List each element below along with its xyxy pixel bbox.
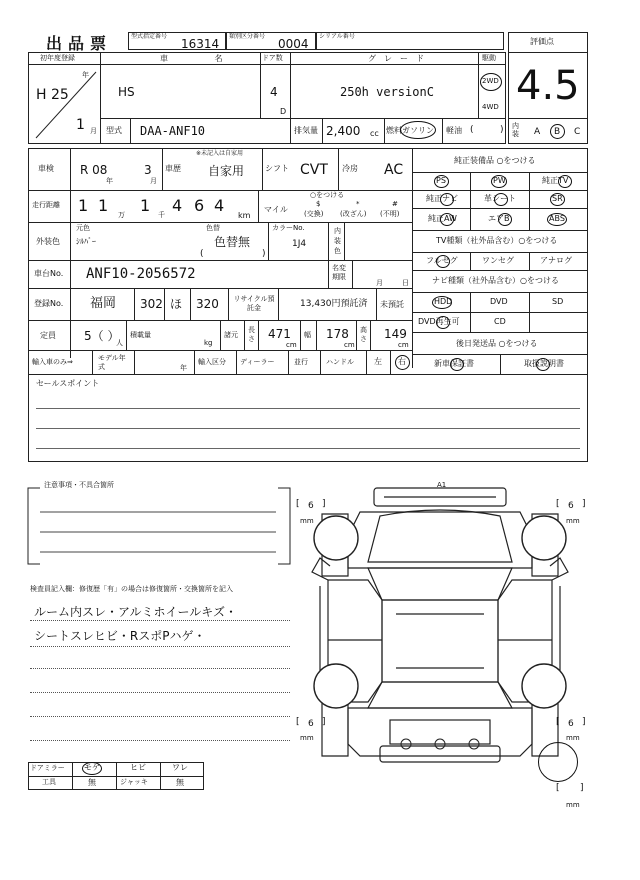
import-class-label: 輸入区分 [198,358,226,366]
notes-bracket [26,481,292,568]
tools-label: 工具 [42,778,56,786]
crack-label: ヒビ [130,763,146,772]
reg-class: 302 [140,297,163,311]
opt-leather-circle [494,193,508,206]
model-year-unit: 年 [180,364,187,372]
tire-rr-open: [ [556,717,560,727]
right-circle [395,355,410,370]
chassis-value: ANF10-2056572 [86,266,196,282]
man-label: 万 [118,211,125,219]
outer-color-value: ｼﾙﾊﾞｰ [76,237,96,246]
inspector-line-2: シートスレヒビ・RスポPハゲ・ [34,629,206,643]
tire-fr-mm: mm [566,517,580,525]
ac-value: AC [384,162,404,178]
tv-oneseg: ワンセグ [482,256,514,265]
month-label: 月 [90,127,97,135]
mirror-circle [82,762,102,775]
tv-fullseg: フルセグ [426,256,458,265]
grade-value: 250h versionC [340,85,434,99]
tire-fr-open: [ [556,499,560,509]
chassis-label: 車台No. [34,269,64,278]
km-label: km [238,211,251,220]
tire-rr-mm: mm [566,734,580,742]
class-no-value: 0004 [278,37,309,51]
mile-label: マイル [264,205,288,214]
opt-aw-circle [440,213,454,226]
left-label: 左 [374,357,382,366]
model-year-label: モデル年式 [98,354,126,371]
modified-label: (改ざん) [340,210,367,218]
door-type: D [280,107,287,116]
grade-label: グレード [368,54,432,63]
fuel-light-label: 軽油 [446,126,462,135]
displacement-value: 2,400 [326,124,361,138]
navi-title: ナビ種類（社外品含む）○をつける [432,276,559,285]
tire-fl-open: [ [296,499,300,509]
outer-color-label: 外装色 [36,237,60,246]
model-value: DAA-ANF10 [140,124,206,138]
handle-label: ハンドル [326,358,354,366]
tv-analog: アナログ [540,256,572,265]
recycle-label: リサイクル預託金 [233,295,275,312]
opt-aw: 純正AW [428,214,457,223]
opt-sr: SR [552,194,563,203]
serial-label: シリアル番号 [319,33,355,40]
tire-fl-value: 6 [308,501,314,511]
reg-number: 320 [196,297,219,311]
drive-label: 駆動 [482,54,496,62]
fuel-label: 燃料 [386,126,402,135]
tire-rl-mm: mm [300,734,314,742]
break-label: ワレ [172,763,188,772]
class-no-label: 類別区分番号 [229,33,266,40]
load-label: 積載量 [130,331,151,339]
drive-2wd: 2WD [482,77,499,85]
type-no-value: 16314 [181,37,220,51]
width-label: 幅 [304,331,311,339]
mileage-digit-3: 1 [140,196,151,215]
width-cm: cm [344,341,355,349]
mirror-label: ドアミラー [30,764,65,772]
opt-navi-circle [440,193,454,206]
length-cm: cm [286,341,297,349]
sen-label: 千 [158,211,165,219]
name-change-month: 月 [376,279,383,287]
doors-label: ドア数 [262,54,283,62]
genuine-title: 純正装備品 ○をつける [454,156,536,165]
navi-sd: SD [552,297,564,306]
rating-value: 4.5 [516,63,580,109]
mileage-digit-1: 1 [78,196,89,215]
first-reg-label: 初年度登録 [40,54,75,62]
history-note: ※未記入は自家用 [196,150,244,157]
inspector-line-1: ルーム内スレ・アルミホイールキズ・ [34,605,238,619]
orig-color-label: 元色 [76,224,90,232]
opt-ps: PS [436,176,446,185]
later-title: 後日発送品 ○をつける [456,339,538,348]
sales-point-label: セールスポイント [36,379,100,388]
spare-tire-icon [538,742,578,782]
capacity-label: 定員 [40,331,56,340]
reg-place: 福岡 [90,296,117,311]
inspection-value: R 08 [80,163,108,177]
opt-airbag-circle [498,213,512,226]
person-label: 人 [116,339,123,347]
year-label: 年 [82,71,89,79]
interior-b: B [554,127,561,137]
rating-label: 評価点 [530,37,554,46]
parallel-label: 並行 [294,358,308,366]
opt-tv-circle [558,175,572,188]
inner-color-label: 内装色 [334,227,341,255]
doors-value: 4 [270,85,278,99]
length-value: 471 [268,327,291,341]
reg-kana: ほ [170,297,183,311]
cc-label: cc [370,129,379,138]
opt-leather: 革シート [484,194,516,203]
recycle-value: 13,430円預託済 [300,299,368,309]
first-reg-month: 1 [76,117,85,133]
car-diagram [290,476,590,766]
mileage-digit-6: 4 [214,196,225,215]
model-label: 型式 [106,126,122,135]
spare-close: ] [580,783,584,793]
drive-2wd-circle [480,73,502,91]
tire-fr-value: 6 [568,501,574,511]
color-change-label: 色替 [206,224,220,232]
interior-a: A [534,127,541,137]
interior-c: C [574,127,581,137]
tire-rl-open: [ [296,717,300,727]
later-warranty-circle [450,358,464,371]
mileage-digit-5: 6 [194,196,205,215]
color-no-label: カラーNo. [272,224,305,232]
mileage-label: 走行距離 [32,201,60,209]
opt-ps-circle [434,175,449,188]
displacement-label: 排気量 [294,126,318,135]
height-cm: cm [398,341,409,349]
tire-fl-close: ] [322,499,326,509]
opt-navi: 純正ナビ [426,194,458,203]
tv-title: TV種類（社外品含む）○をつける [436,236,558,245]
kg-label: kg [204,339,213,347]
opt-airbag: エアB [488,214,510,223]
opt-pw-circle [491,175,507,188]
name-change-label: 名変期限 [332,264,346,281]
mark-dollar: $ [316,200,321,208]
spare-mm: mm [566,801,580,809]
tools-value: 無 [88,778,96,787]
navi-dvd: DVD [490,297,508,306]
first-reg-era: H 25 [36,87,69,103]
recycle-status: 未預託 [380,300,404,309]
form-title: 出品票 [46,34,113,53]
navi-dvd-play-circle [436,316,450,329]
fuel-value: ガソリン [402,126,434,135]
interior-b-circle [550,124,565,139]
interior-label: 内装 [512,122,519,138]
shift-label: シフト [265,164,289,173]
ac-label: 冷房 [342,164,358,173]
inspection-year-label: 年 [106,177,113,185]
later-manual: 取扱説明書 [524,359,564,368]
jack-label: ジャッキ [120,778,148,786]
jack-value: 無 [176,778,184,787]
mileage-digit-4: 4 [172,196,183,215]
opt-abs-circle [547,213,567,226]
dim-label: 諸元 [224,331,238,339]
capacity-value: 5（ ） [84,329,120,343]
opt-abs: ABS [549,214,565,223]
opt-sr-circle [550,193,565,206]
car-name-label: 車 名 [160,54,245,63]
inspector-label: 検査員記入欄：修復歴「有」の場合は修復箇所・交換箇所を記入 [30,585,233,593]
reg-label: 登録No. [34,299,64,308]
car-name-value: HS [118,85,135,99]
tire-fr-close: ] [582,499,586,509]
later-manual-circle [536,358,550,371]
import-label: 輸入車のみ⇒ [32,358,73,366]
navi-cd: CD [494,317,506,326]
exchange-label: (交換) [304,210,324,218]
navi-hdd-circle [432,296,452,309]
navi-hdd: HDD [434,297,453,306]
mileage-digit-2: 1 [98,196,109,215]
fuel-circle [400,121,436,139]
tire-rr-value: 6 [568,719,574,729]
type-no-label: 型式指定番号 [131,33,168,40]
history-value: 自家用 [208,164,245,178]
drive-4wd: 4WD [482,103,499,111]
height-value: 149 [384,327,407,341]
diagram-mark: A1 [437,481,447,489]
color-change-value: 色替無 [214,235,251,249]
tv-fullseg-circle [436,255,450,268]
right-label: 右 [398,357,406,366]
mirror-value: モゲ [84,763,100,772]
inspection-month-label: 月 [150,177,157,185]
width-value: 178 [326,327,349,341]
shift-value: CVT [300,162,328,178]
history-label: 車歴 [165,164,181,173]
navi-dvd-play: DVD再生可 [418,317,460,326]
opt-tv: 純正TV [542,176,569,185]
inspection-label: 車検 [38,164,54,173]
tire-rr-close: ] [582,717,586,727]
spare-open: [ [556,783,560,793]
unknown-label: (不明) [380,210,400,218]
mark-star: * [356,200,360,208]
tire-fl-mm: mm [300,517,314,525]
color-no-value: 1J4 [292,239,307,249]
later-warranty: 新車保証書 [434,359,474,368]
notes-label: 注意事項・不具合箇所 [44,481,114,489]
opt-pw: PW [493,176,506,185]
height-label: 高さ [360,326,367,343]
tire-rl-close: ] [322,717,326,727]
dealer-label: ディーラー [240,358,275,366]
mark-hash: # [392,200,398,208]
length-label: 長さ [248,326,255,343]
inspection-month: 3 [144,163,152,177]
tire-rl-value: 6 [308,719,314,729]
mark-circle-label: ○をつける [310,191,345,199]
